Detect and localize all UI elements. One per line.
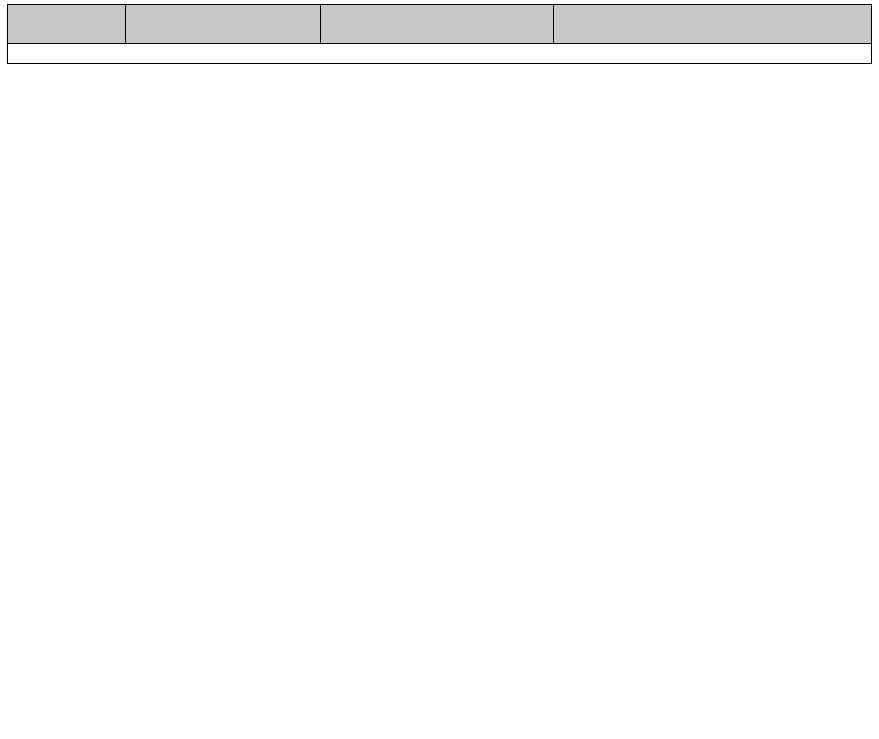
footnote (8, 44, 872, 64)
header-probable-causes (321, 5, 554, 44)
header-description (126, 5, 321, 44)
header-checking-solution (554, 5, 872, 44)
shutdown-table-container (7, 4, 871, 64)
shutdown-code-table (7, 4, 872, 64)
footnote-row (8, 44, 872, 64)
table-header-row (8, 5, 872, 44)
header-shutdown-code (8, 5, 126, 44)
